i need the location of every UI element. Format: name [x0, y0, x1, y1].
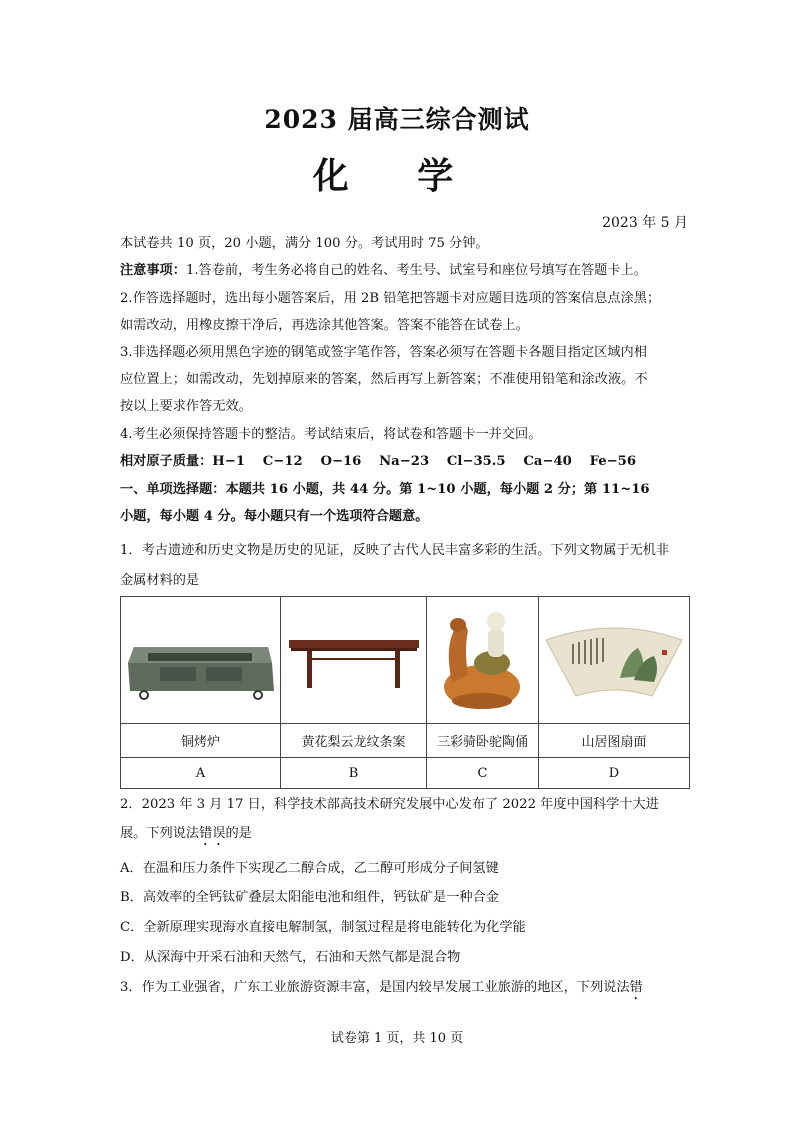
artifact-image-cell-b	[281, 597, 427, 724]
artifact-image-cell-c	[427, 597, 539, 724]
artifact-letter-d: D	[539, 758, 690, 789]
notice-label: 注意事项：	[120, 263, 186, 278]
bronze-stove-image	[126, 619, 276, 701]
notice-item-3-line1: 3.非选择题必须用黑色字迹的钢笔或签字笔作答，答案必须写在答题卡各题目指定区域内相	[120, 345, 647, 360]
intro-text: 本试卷共 10 页，20 小题，满分 100 分。考试用时 75 分钟。	[120, 236, 489, 251]
artifact-image-cell-a	[121, 597, 281, 724]
q2-line2-post: 的是	[225, 826, 252, 841]
q2-emphasis: 错误	[199, 826, 226, 841]
artifact-letter-b: B	[281, 758, 427, 789]
exam-date: 2023 年 5 月	[602, 215, 688, 231]
exam-title: 2023 届高三综合测试	[264, 105, 530, 134]
q2-line1: 2．2023 年 3 月 17 日，科学技术部高技术研究发展中心发布了 2022 年度中国科学十大进	[120, 797, 659, 812]
notice-item-4: 4.考生必须保持答题卡的整洁。考试结束后，将试卷和答题卡一并交回。	[120, 427, 542, 442]
q2-option-c: C．全新原理实现海水直接电解制氢，制氢过程是将电能转化为化学能	[120, 920, 526, 935]
artifact-table	[120, 596, 690, 789]
notice-item-1-text: 1.答卷前，考生务必将自己的姓名、考生号、试室号和座位号填写在答题卡上。	[185, 263, 647, 278]
q1-line1: 1．考古遗迹和历史文物是历史的见证，反映了古代人民丰富多彩的生活。下列文物属于无机非	[120, 543, 670, 558]
notice-item-1	[120, 264, 680, 277]
notice-item-2-line2: 如需改动，用橡皮擦干净后，再选涂其他答案。答案不能答在试卷上。	[120, 318, 529, 333]
q2-line2	[120, 826, 680, 849]
rosewood-table-image	[285, 630, 423, 690]
artifact-name-d: 山居图扇面	[539, 724, 690, 758]
page-footer: 试卷第 1 页，共 10 页	[330, 1031, 464, 1046]
subject-title: 化 学	[312, 155, 482, 197]
artifact-name-a: 铜烤炉	[121, 724, 281, 758]
q2-option-d: D．从深海中开采石油和天然气，石油和天然气都是混合物	[120, 950, 461, 965]
q2-option-a: A．在温和压力条件下实现乙二醇合成，乙二醇可形成分子间氢键	[120, 861, 499, 876]
notice-item-3-line3: 按以上要求作答无效。	[120, 399, 252, 414]
notice-item-3-line2: 应位置上；如需改动，先划掉原来的答案，然后再写上新答案；不准使用铅笔和涂改液。不	[120, 372, 648, 387]
section1-line1: 一、单项选择题：本题共 16 小题，共 44 分。第 1~10 小题，每小题 2 分；第 11~16	[120, 482, 650, 497]
q3-emphasis: 错	[629, 980, 643, 995]
artifact-image-cell-d	[539, 597, 690, 724]
artifact-letter-a: A	[121, 758, 281, 789]
fan-painting-image	[542, 620, 686, 700]
section1-line2: 小题，每小题 4 分。每小题只有一个选项符合题意。	[120, 509, 429, 524]
artifact-name-c: 三彩骑卧驼陶俑	[427, 724, 539, 758]
q2-option-b: B．高效率的全钙钛矿叠层太阳能电池和组件，钙钛矿是一种合金	[120, 890, 499, 905]
q3-line1	[120, 980, 680, 1003]
artifact-name-b: 黄花梨云龙纹条案	[281, 724, 427, 758]
q3-line1-pre: 3．作为工业强省，广东工业旅游资源丰富，是国内较早发展工业旅游的地区，下列说法	[120, 980, 630, 995]
notice-item-2-line1: 2.作答选择题时，选出每小题答案后，用 2B 铅笔把答题卡对应题目选项的答案信息点涂黑；	[120, 291, 661, 306]
atomic-mass-line: 相对原子质量：H−1 C−12 O−16 Na−23 Cl−35.5 Ca−40 Fe−56	[120, 454, 637, 469]
artifact-letter-c: C	[427, 758, 539, 789]
q1-line2: 金属材料的是	[120, 573, 200, 588]
tricolor-camel-image	[438, 605, 528, 715]
q2-line2-pre: 展。下列说法	[120, 826, 200, 841]
